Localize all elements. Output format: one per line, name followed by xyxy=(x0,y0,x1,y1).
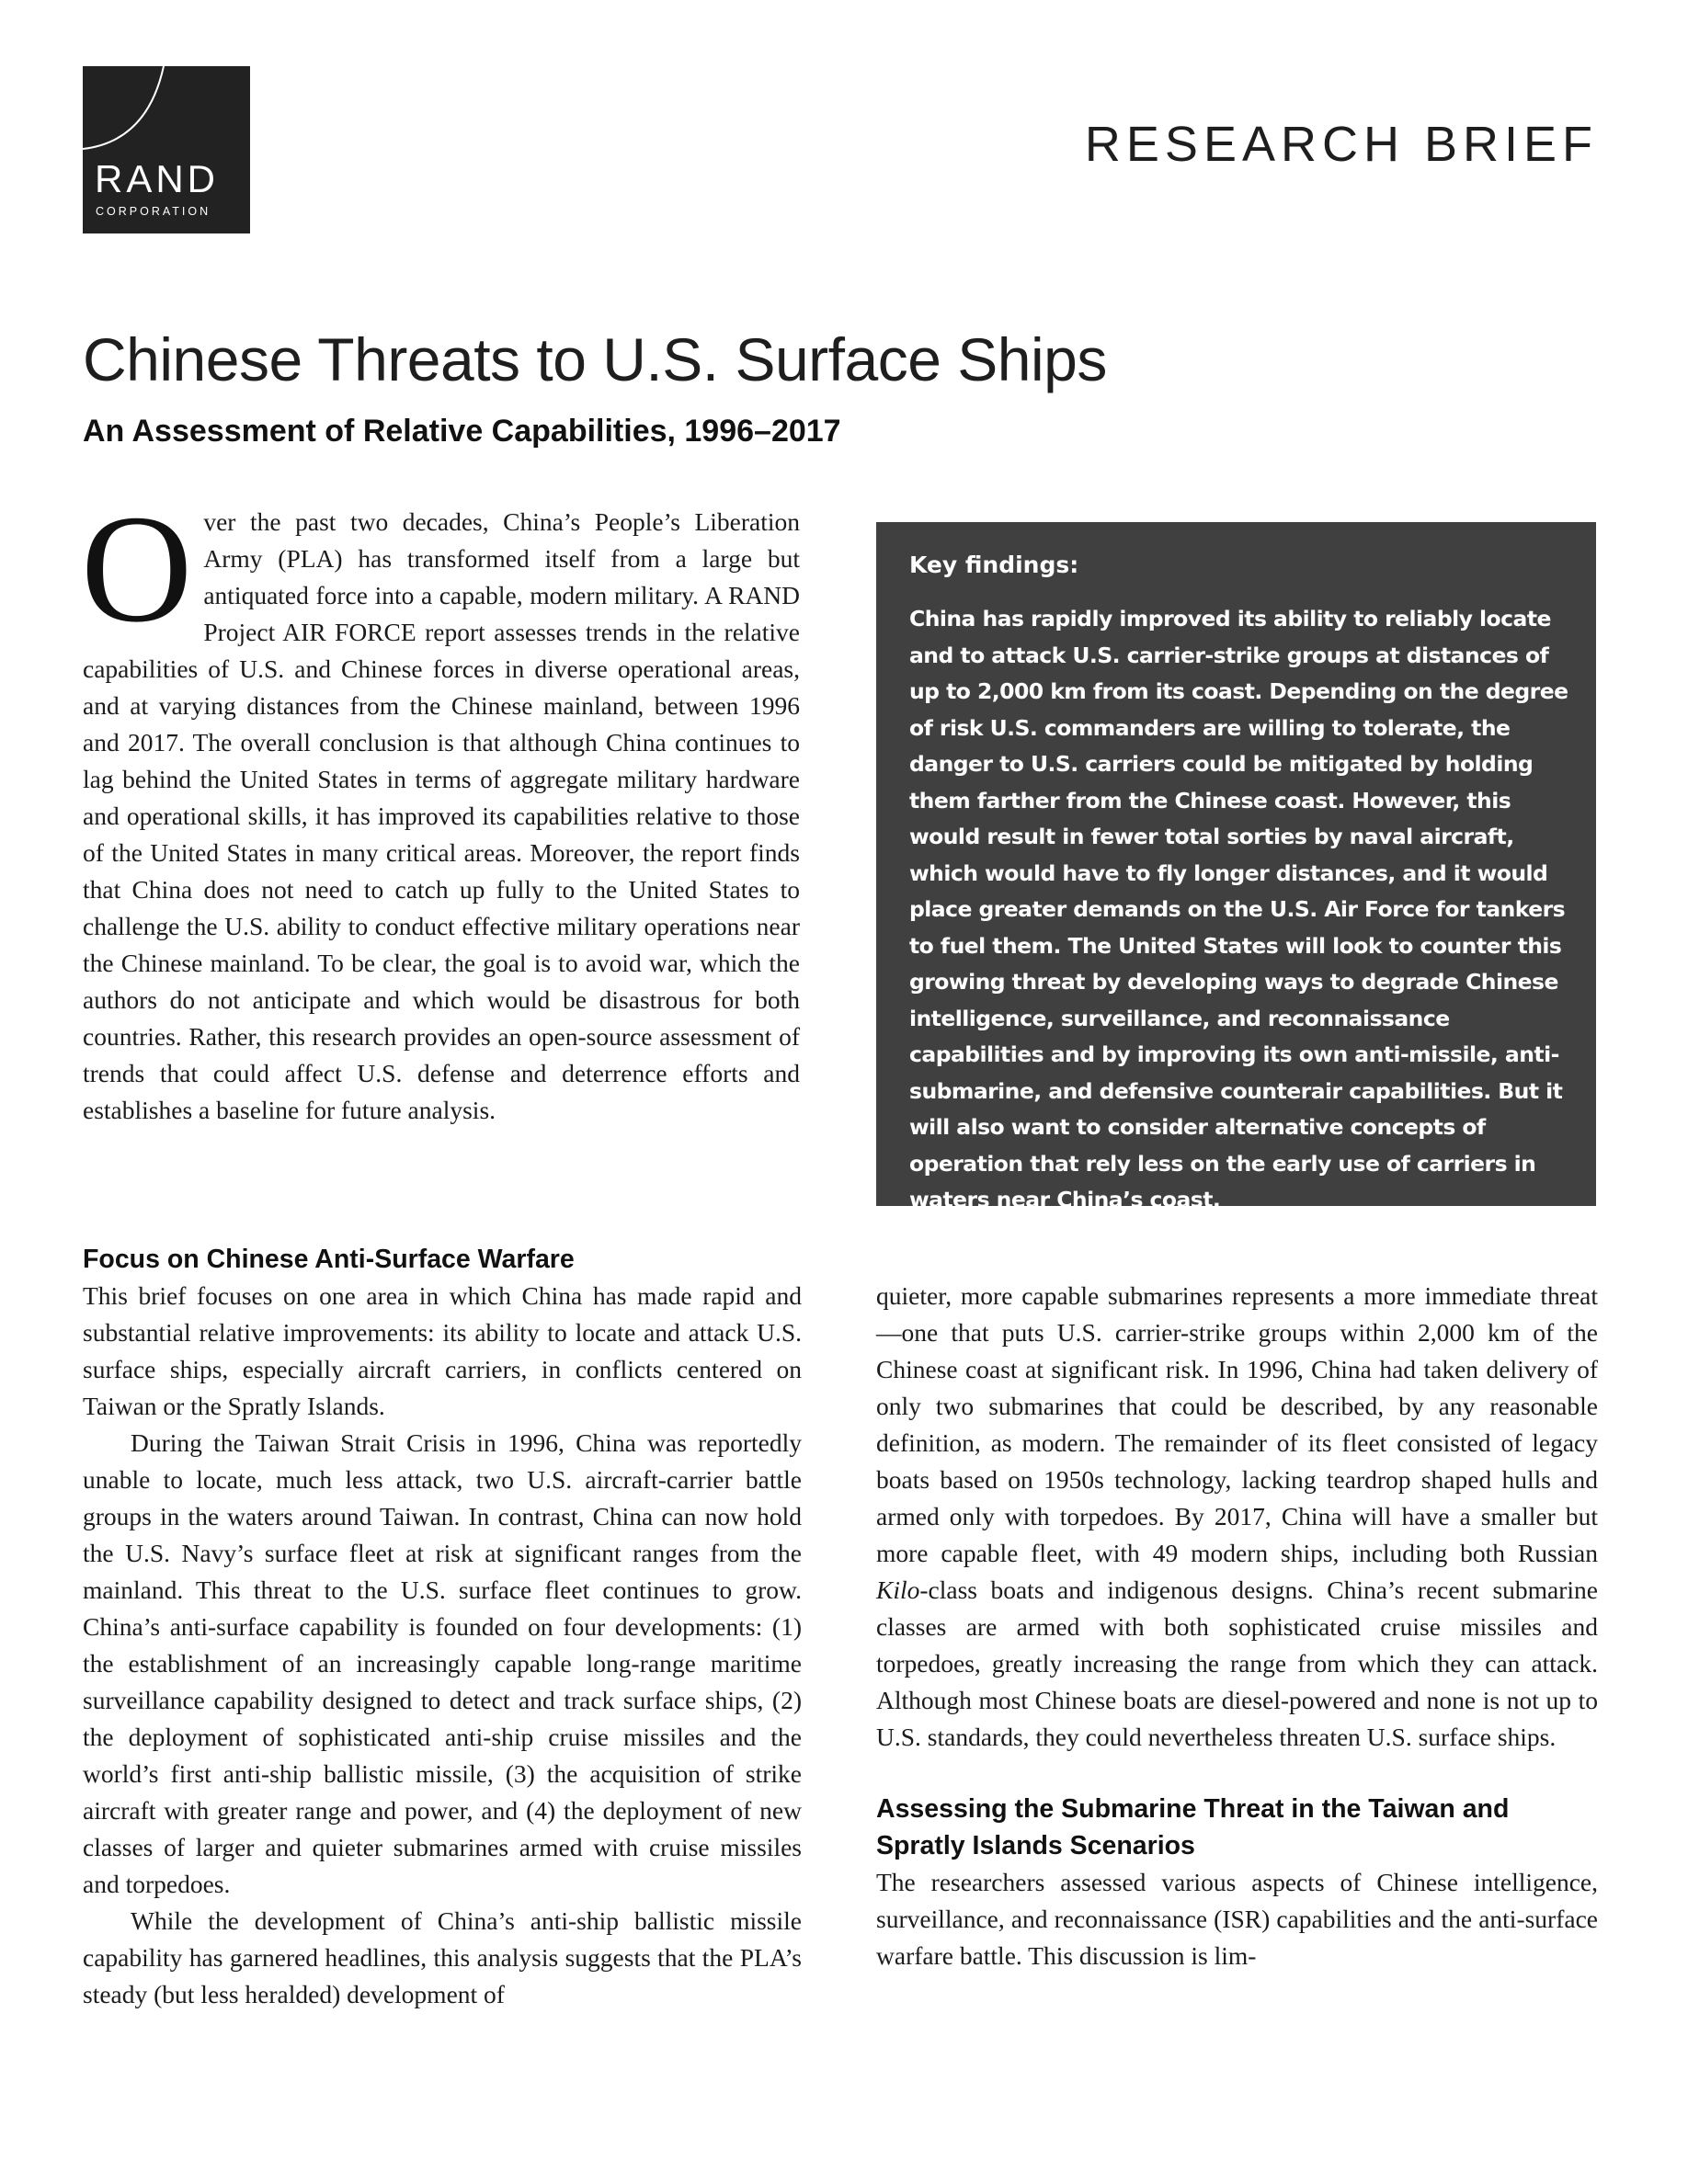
body-text: quieter, more capable submarines represents a more immediate threat—one that puts U.S. carrier-strike groups within 2,000 km of the Chinese coast at significant risk. In 1996, China had taken delivery of only two submarines that could be described, by any reasonable definition, as modern. The remainder of its fleet consisted of legacy boats based on 1950s technology, lacking teardrop shaped hulls and armed only with torpedoes. By 2017, China will have a smaller but more capable fleet, with 49 modern ships, including both Russian xyxy=(876,1281,1598,1567)
page-title: Chinese Threats to U.S. Surface Ships xyxy=(83,325,1107,393)
section-heading-anti-surface: Focus on Chinese Anti-Surface Warfare xyxy=(83,1245,575,1274)
body-paragraph: This brief focuses on one area in which China has made rapid and substantial relative improvements: its ability to locate and attack U.S. surface ships, especially aircraft carriers, in conflicts centered on Taiwan or the Spratly Islands. xyxy=(83,1281,802,1420)
rand-logo xyxy=(83,66,250,233)
document-type-label: RESEARCH BRIEF xyxy=(1084,117,1598,172)
logo-name: RAND xyxy=(95,157,220,200)
key-findings-text: China has rapidly improved its ability to reliably locate and to attack U.S. carrier-strike groups at distances of up to 2,000 km from its coast. Depending on the degree of risk U.S. commanders are willing to tolerate, the danger to U.S. carriers could be mitigated by holding them farther from the Chinese coast. However, this would result in fewer total sorties by naval aircraft, which would have to fly longer distances, and it would place greater demands on the U.S. Air Force for tankers to fuel them. The United States will look to counter this growing threat by developing ways to degrade Chinese intelligence, surveillance, and reconnaissance capabilities and by improving its own anti-missile, anti-submarine, and defensive counterair capabilities. But it will also want to consider alternative concepts of operation that rely less on the early use of carriers in waters near China’s coast. xyxy=(909,606,1568,1212)
body-paragraph xyxy=(876,1278,1598,1756)
body-text: -class boats and indigenous designs. China’s recent submarine classes are armed with both sophisticated cruise missiles and torpedoes, greatly increasing the range from which they can attack. Although most Chinese boats are diesel-powered and none is not up to U.S. standards, they could nevertheless threaten U.S. surface ships. xyxy=(876,1575,1598,1751)
body-paragraph: The researchers assessed various aspects of Chinese intelligence, surveillance, and reconnaissance (ISR) capabilities and the anti-surface warfare battle. This discussion is lim- xyxy=(876,1868,1598,1970)
key-findings-heading: Key findings: xyxy=(909,552,1079,578)
drop-cap: O xyxy=(81,483,193,654)
intro-text: ver the past two decades, China’s People’s Liberation Army (PLA) has transformed itself from a large but antiquated force into a capable, modern military. A RAND Project AIR FORCE report assesses trends in the relative capabilities of U.S. and Chinese forces in diverse operational areas, and at varying distances from the Chinese mainland, between 1996 and 2017. The overall conclusion is that although China continues to lag behind the United States in terms of aggregate military hardware and operational skills, it has improved its capabilities relative to those of the United States in many critical areas. Moreover, the report finds that China does not need to catch up fully to the United States to challenge the U.S. ability to conduct effective military operations near the Chinese mainland. To be clear, the goal is to avoid war, which the authors do not anticipate and which would be disastrous for both countries. Rather, this research provides an open-source assessment of trends that could affect U.S. defense and deterrence efforts and establishes a baseline for future analysis. xyxy=(83,507,800,1124)
page-subtitle: An Assessment of Relative Capabilities, 1996–2017 xyxy=(83,414,841,449)
body-paragraph: During the Taiwan Strait Crisis in 1996, China was reportedly unable to locate, much less attack, two U.S. aircraft-carrier battle groups in the waters around Taiwan. In contrast, China can now hold the U.S. Navy’s surface fleet at risk at significant ranges from the mainland. This threat to the U.S. surface fleet continues to grow. China’s anti-surface capability is founded on four developments: (1) the establishment of an increasingly capable long-range maritime surveillance capability designed to detect and track surface ships, (2) the deployment of sophisticated anti-ship cruise missiles and the world’s first anti-ship ballistic missile, (3) the acquisition of strike aircraft with greater range and power, and (4) the deployment of new classes of larger and quieter submarines armed with cruise missiles and torpedoes. xyxy=(83,1428,802,1898)
key-findings-box xyxy=(876,522,1596,1212)
logo-subtitle: CORPORATION xyxy=(96,205,211,218)
left-column xyxy=(83,1241,802,2013)
right-column xyxy=(876,1278,1598,1974)
intro-paragraph xyxy=(81,483,800,1129)
body-paragraph: While the development of China’s anti-ship ballistic missile capability has garnered headlines, this analysis suggests that the PLA’s steady (but less heralded) development of xyxy=(83,1906,802,2008)
italic-text: Kilo xyxy=(876,1575,920,1604)
section-heading-submarine-threat: Assessing the Submarine Threat in the Taiwan and Spratly Islands Scenarios xyxy=(876,1794,1510,1860)
